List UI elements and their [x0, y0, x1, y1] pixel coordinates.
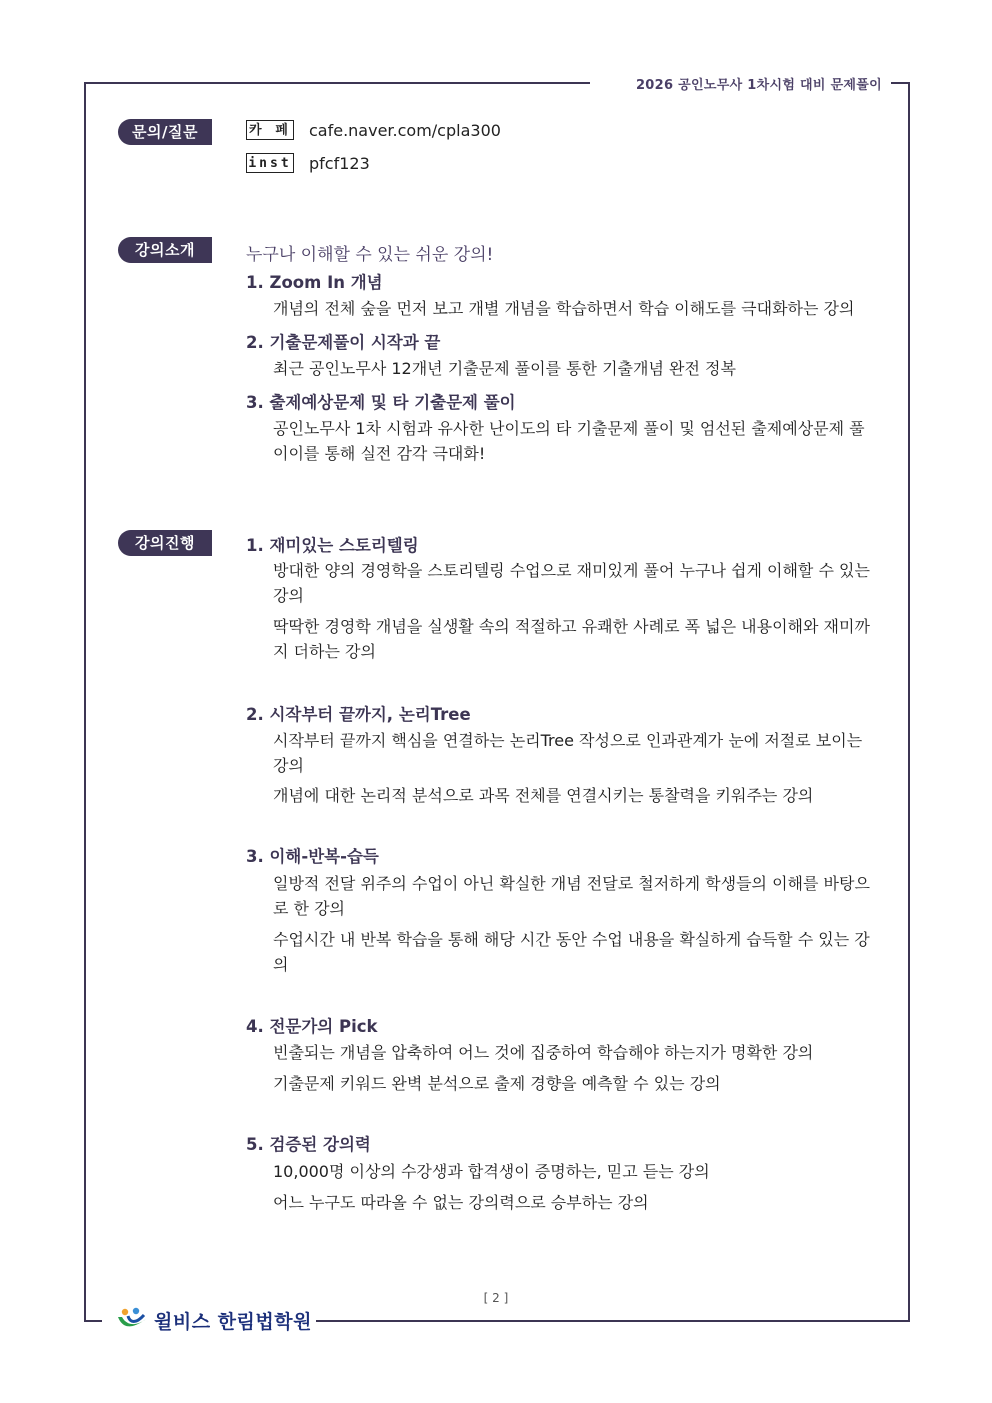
- frame-right-line: [908, 82, 910, 1320]
- progress-item-desc: 10,000명 이상의 수강생과 합격생이 증명하는, 믿고 듣는 강의: [273, 1162, 710, 1181]
- frame-top-line: [84, 82, 590, 84]
- progress-item-desc: 일방적 전달 위주의 수업이 아닌 확실한 개념 전달로 철저하게 학생들의 이해를 바탕으로 한 강의: [273, 874, 870, 918]
- logo-icon: [116, 1307, 148, 1333]
- contact-row-inst: [246, 152, 370, 174]
- progress-item-desc: 수업시간 내 반복 학습을 통해 해당 시간 동안 수업 내용을 확실하게 습득할 수 있는 강의: [273, 930, 870, 974]
- progress-item-title: 4. 전문가의 Pick: [246, 1017, 378, 1036]
- intro-item-desc: 개념의 전체 숲을 먼저 보고 개별 개념을 학습하면서 학습 이해도를 극대화하는 강의: [273, 299, 855, 318]
- progress-item-desc: 방대한 양의 경영학을 스토리텔링 수업으로 재미있게 풀어 누구나 쉽게 이해할 수 있는 강의: [273, 561, 870, 605]
- progress-item-desc: 어느 누구도 따라올 수 없는 강의력으로 승부하는 강의: [273, 1193, 649, 1212]
- intro-item-desc: 공인노무사 1차 시험과 유사한 난이도의 타 기출문제 풀이 및 엄선된 출제예상문제 풀이이를 통해 실전 감각 극대화!: [273, 419, 865, 463]
- intro-item-title: 2. 기출문제풀이 시작과 끝: [246, 333, 441, 352]
- frame-left-line: [84, 82, 86, 1320]
- progress-item-desc: 빈출되는 개념을 압축하여 어느 것에 집중하여 학습해야 하는지가 명확한 강의: [273, 1043, 814, 1062]
- intro-section-label: 강의소개: [118, 237, 212, 263]
- frame-bottom-line-start: [84, 1320, 102, 1322]
- intro-item-desc: 최근 공인노무사 12개년 기출문제 풀이를 통한 기출개념 완전 정복: [273, 359, 736, 378]
- contact-row-cafe: [246, 119, 501, 141]
- progress-item-title: 3. 이해-반복-습득: [246, 847, 379, 866]
- page-number: [ 2 ]: [483, 1291, 509, 1305]
- intro-heading: 누구나 이해할 수 있는 쉬운 강의!: [246, 245, 494, 265]
- progress-item-desc: 개념에 대한 논리적 분석으로 과목 전체를 연결시키는 통찰력을 키워주는 강의: [273, 786, 814, 805]
- progress-item-title: 2. 시작부터 끝까지, 논리Tree: [246, 705, 471, 724]
- progress-item-title: 1. 재미있는 스토리텔링: [246, 536, 419, 555]
- progress-section-label: 강의진행: [118, 530, 212, 556]
- intro-item-title: 3. 출제예상문제 및 타 기출문제 풀이: [246, 393, 516, 412]
- contact-value-cafe[interactable]: cafe.naver.com/cpla300: [309, 120, 501, 140]
- frame-bottom-line: [316, 1320, 910, 1322]
- brand-logo: [116, 1306, 312, 1334]
- contact-section-label: 문의/질문: [118, 119, 212, 145]
- progress-item-desc: 시작부터 끝까지 핵심을 연결하는 논리Tree 작성으로 인과관계가 눈에 저절로 보이는 강의: [273, 731, 863, 775]
- contact-value-inst[interactable]: pfcf123: [309, 153, 370, 173]
- progress-item-desc: 딱딱한 경영학 개념을 실생활 속의 적절하고 유쾌한 사례로 폭 넓은 내용이해와 재미까지 더하는 강의: [273, 617, 870, 661]
- progress-item-title: 5. 검증된 강의력: [246, 1135, 371, 1154]
- intro-item-title: 1. Zoom In 개념: [246, 273, 383, 292]
- progress-item-desc: 기출문제 키워드 완벽 분석으로 출제 경향을 예측할 수 있는 강의: [273, 1074, 721, 1093]
- page-header-title: 2026 공인노무사 1차시험 대비 문제풀이: [635, 78, 882, 93]
- contact-key-cafe: 카 페: [246, 120, 294, 140]
- logo-text: 윌비스 한림법학원: [154, 1310, 312, 1333]
- contact-key-inst: inst: [246, 153, 294, 173]
